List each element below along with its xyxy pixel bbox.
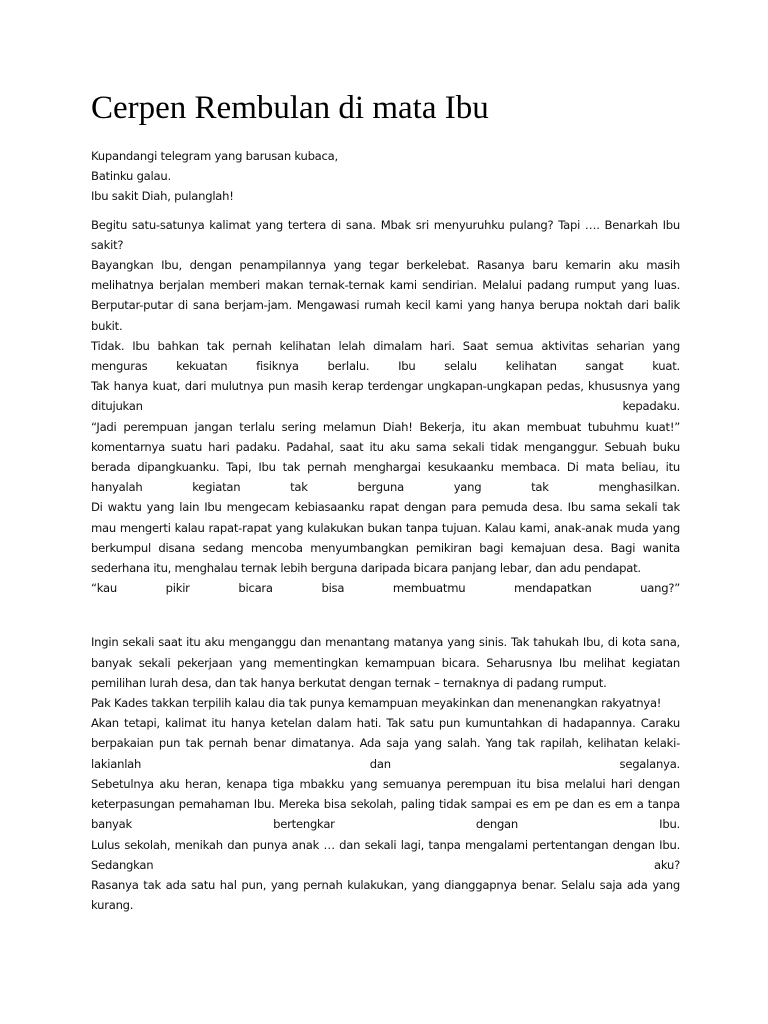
body-paragraph: Rasanya tak ada satu hal pun, yang pernah kulakukan, yang dianggapnya benar. Selalu saja ada yang kurang. xyxy=(91,877,680,913)
document-title: Cerpen Rembulan di mata Ibu xyxy=(91,90,489,126)
intro-line: Batinku galau. xyxy=(91,169,171,184)
body-paragraph: Begitu satu-satunya kalimat yang tertera di sana. Mbak sri menyuruhku pulang? Tapi …. Benarkah Ibu sakit? xyxy=(91,217,680,252)
body-paragraph: Bayangkan Ibu, dengan penampilannya yang tegar berkelebat. Rasanya baru kemarin aku masih melihatnya berjalan memberi makan ternak-ternak kami sendirian. Melalui padang rumput yang luas. Berputar-putar di sana berjam-jam. Mengawasi rumah kecil kami yang hanya berupa noktah dari balik bukit. xyxy=(91,258,680,333)
body-paragraph: Sebetulnya aku heran, kenapa tiga mbakku yang semuanya perempuan itu bisa melalui hari dengan keterpasungan pemahaman Ibu. Mereka bisa sekolah, paling tidak sampai es em pe dan es em a tanpa banyak bertengkar dengan Ibu. xyxy=(91,776,680,832)
body-paragraph: Di waktu yang lain Ibu mengecam kebiasaanku rapat dengan para pemuda desa. Ibu sama sekali tak mau mengerti kalau rapat-rapat yang kulakukan bukan tanpa tujuan. Kalau kami, anak-anak muda yang berkumpul disana sedang mencoba menyumbangkan pemikiran bagi kemajuan desa. Bagi wanita sederhana itu, menghalau ternak lebih berguna daripada bicara panjang lebar, dan adu pendapat. xyxy=(91,500,680,576)
body-paragraph: Lulus sekolah, menikah dan punya anak … dan sekali lagi, tanpa mengalami pertentangan dengan Ibu. Sedangkan aku? xyxy=(91,837,680,872)
intro-line: Ibu sakit Diah, pulanglah! xyxy=(91,189,234,204)
intro-line: Kupandangi telegram yang barusan kubaca, xyxy=(91,149,338,163)
paragraph-spacer xyxy=(91,207,680,215)
body-paragraph: Pak Kades takkan terpilih kalau dia tak punya kemampuan meyakinkan dan menenangkan rakyatnya! xyxy=(91,696,662,711)
body-paragraph: “Jadi perempuan jangan terlalu sering melamun Diah! Bekerja, itu akan membuat tubuhmu kuat!” komentarnya suatu hari padaku. Padahal, saat itu aku sama sekali tidak menganggur. Sebuah buku berada dipangkuanku. Tapi, Ibu tak pernah menghargai kesukaanku membaca. Di mata beliau, itu hanyalah kegiatan tak berguna yang tak menghasilkan. xyxy=(91,419,680,495)
section-spacer xyxy=(91,598,680,632)
body-paragraph: Tidak. Ibu bahkan tak pernah kelihatan lelah dimalam hari. Saat semua aktivitas seharian yang menguras kekuatan fisiknya berlalu. Ibu selalu kelihatan sangat kuat. xyxy=(91,338,680,374)
body-paragraph: Tak hanya kuat, dari mulutnya pun masih kerap terdengar ungkapan-ungkapan pedas, khususnya yang ditujukan kepadaku. xyxy=(91,379,680,414)
body-paragraph: “kau pikir bicara bisa membuatmu mendapatkan uang?” xyxy=(91,581,680,596)
body-paragraph: Ingin sekali saat itu aku menganggu dan menantang matanya yang sinis. Tak tahukah Ibu, di kota sana, banyak sekali pekerjaan yang mementingkan kemampuan bicara. Seharusnya Ibu melihat kegiatan pemilihan lurah desa, dan tak hanya berkutat dengan ternak – ternaknya di padang rumput. xyxy=(91,635,680,690)
body-paragraph: Akan tetapi, kalimat itu hanya ketelan dalam hati. Tak satu pun kumuntahkan di hadapannya. Caraku berpakaian pun tak pernah benar dimatanya. Ada saja yang salah. Yang tak rapilah, kelihatan kelaki-lakianlah dan segalanya. xyxy=(91,716,680,771)
